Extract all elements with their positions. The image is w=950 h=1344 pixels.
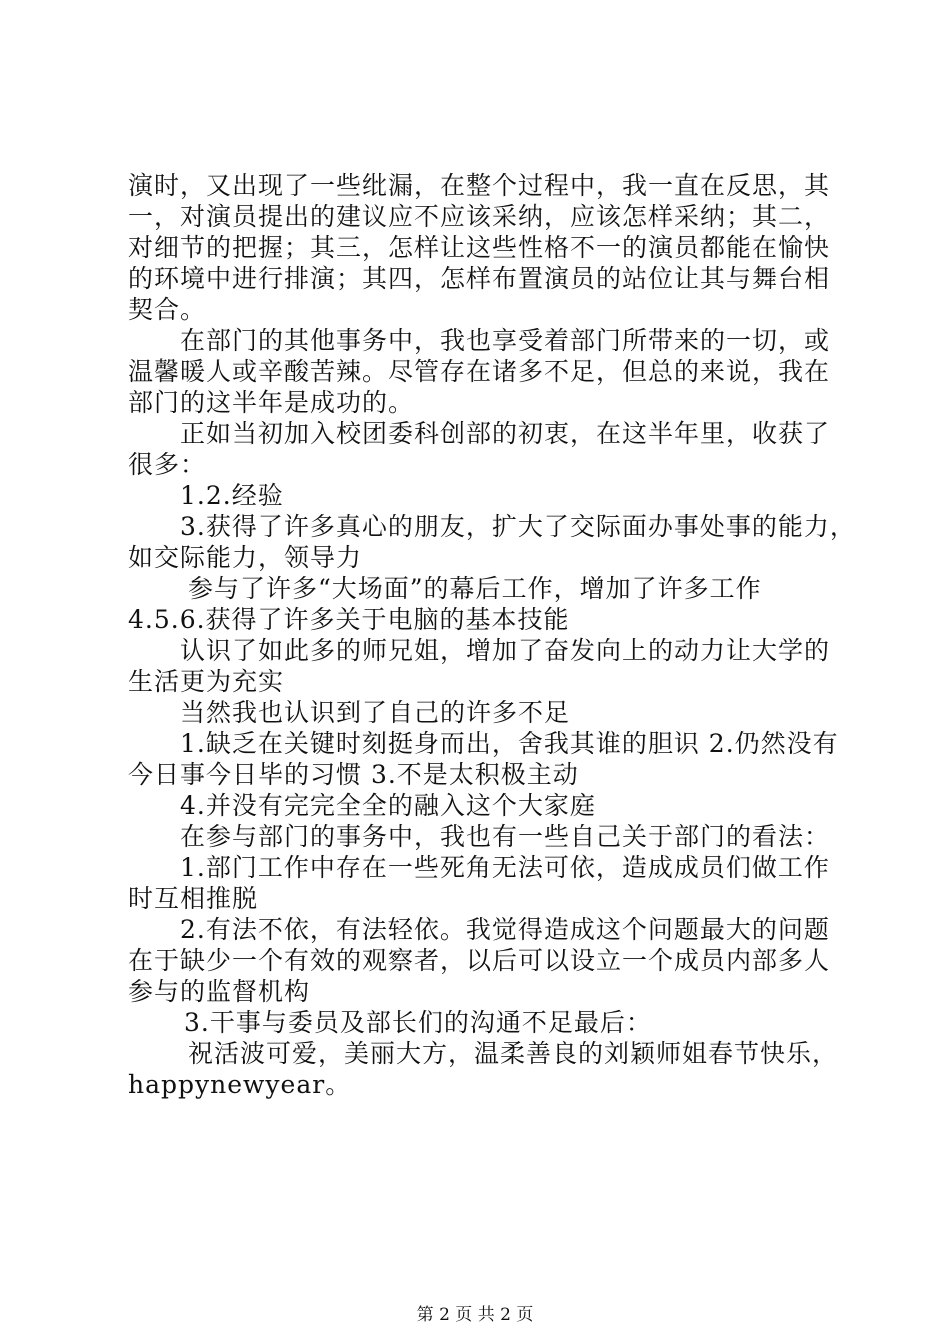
text-line: 1.部门工作中存在一些死角无法可依，造成成员们做工作: [180, 853, 830, 882]
text-line: 演时，又出现了一些纰漏，在整个过程中，我一直在反思，其: [128, 171, 831, 200]
text-line: 一，对演员提出的建议应不应该采纳，应该怎样采纳；其二，: [128, 202, 831, 231]
text-line: 如交际能力，领导力: [128, 543, 363, 572]
text-line: 祝活波可爱，美丽大方，温柔善良的刘颖师姐春节快乐，: [188, 1039, 839, 1068]
text-line: 4.5.6.获得了许多关于电脑的基本技能: [128, 605, 570, 634]
text-line: 1.2.经验: [180, 481, 284, 510]
text-line: 对细节的把握；其三，怎样让这些性格不一的演员都能在愉快: [128, 233, 831, 262]
text-line: 参与的监督机构: [128, 977, 311, 1006]
text-line: 的环境中进行排演；其四，怎样布置演员的站位让其与舞台相: [128, 264, 831, 293]
text-line: 4.并没有完完全全的融入这个大家庭: [180, 791, 596, 820]
document-body: [128, 170, 856, 1100]
text-line: 在参与部门的事务中，我也有一些自己关于部门的看法：: [180, 822, 831, 851]
text-line: 正如当初加入校团委科创部的初衷，在这半年里，收获了: [180, 419, 831, 448]
text-line: 温馨暖人或辛酸苦辣。尽管存在诸多不足，但总的来说，我在: [128, 357, 831, 386]
text-line: 认识了如此多的师兄姐，增加了奋发向上的动力让大学的: [180, 636, 831, 665]
text-line: 在部门的其他事务中，我也享受着部门所带来的一切，或: [180, 326, 831, 355]
text-line: 2.有法不依，有法轻依。我觉得造成这个问题最大的问题: [180, 915, 830, 944]
page-number-footer: 第 2 页 共 2 页: [416, 1305, 534, 1325]
text-line: 1.缺乏在关键时刻挺身而出，舍我其谁的胆识 2.仍然没有: [180, 729, 839, 758]
text-line: 时互相推脱: [128, 884, 259, 913]
text-line: 在于缺少一个有效的观察者，以后可以设立一个成员内部多人: [128, 946, 831, 975]
text-line: 3.干事与委员及部长们的沟通不足最后：: [184, 1008, 652, 1037]
text-line: 部门的这半年是成功的。: [128, 388, 415, 417]
text-line: 生活更为充实: [128, 667, 285, 696]
text-line: 3.获得了许多真心的朋友，扩大了交际面办事处事的能力，: [180, 512, 856, 541]
text-line: 当然我也认识到了自己的许多不足: [180, 698, 571, 727]
text-line: 今日事今日毕的习惯 3.不是太积极主动: [128, 760, 579, 789]
text-line: happynewyear。: [128, 1070, 352, 1099]
text-line: 很多：: [128, 450, 207, 479]
text-line: 契合。: [128, 295, 207, 324]
text-line: 参与了许多“大场面”的幕后工作，增加了许多工作: [188, 574, 762, 603]
